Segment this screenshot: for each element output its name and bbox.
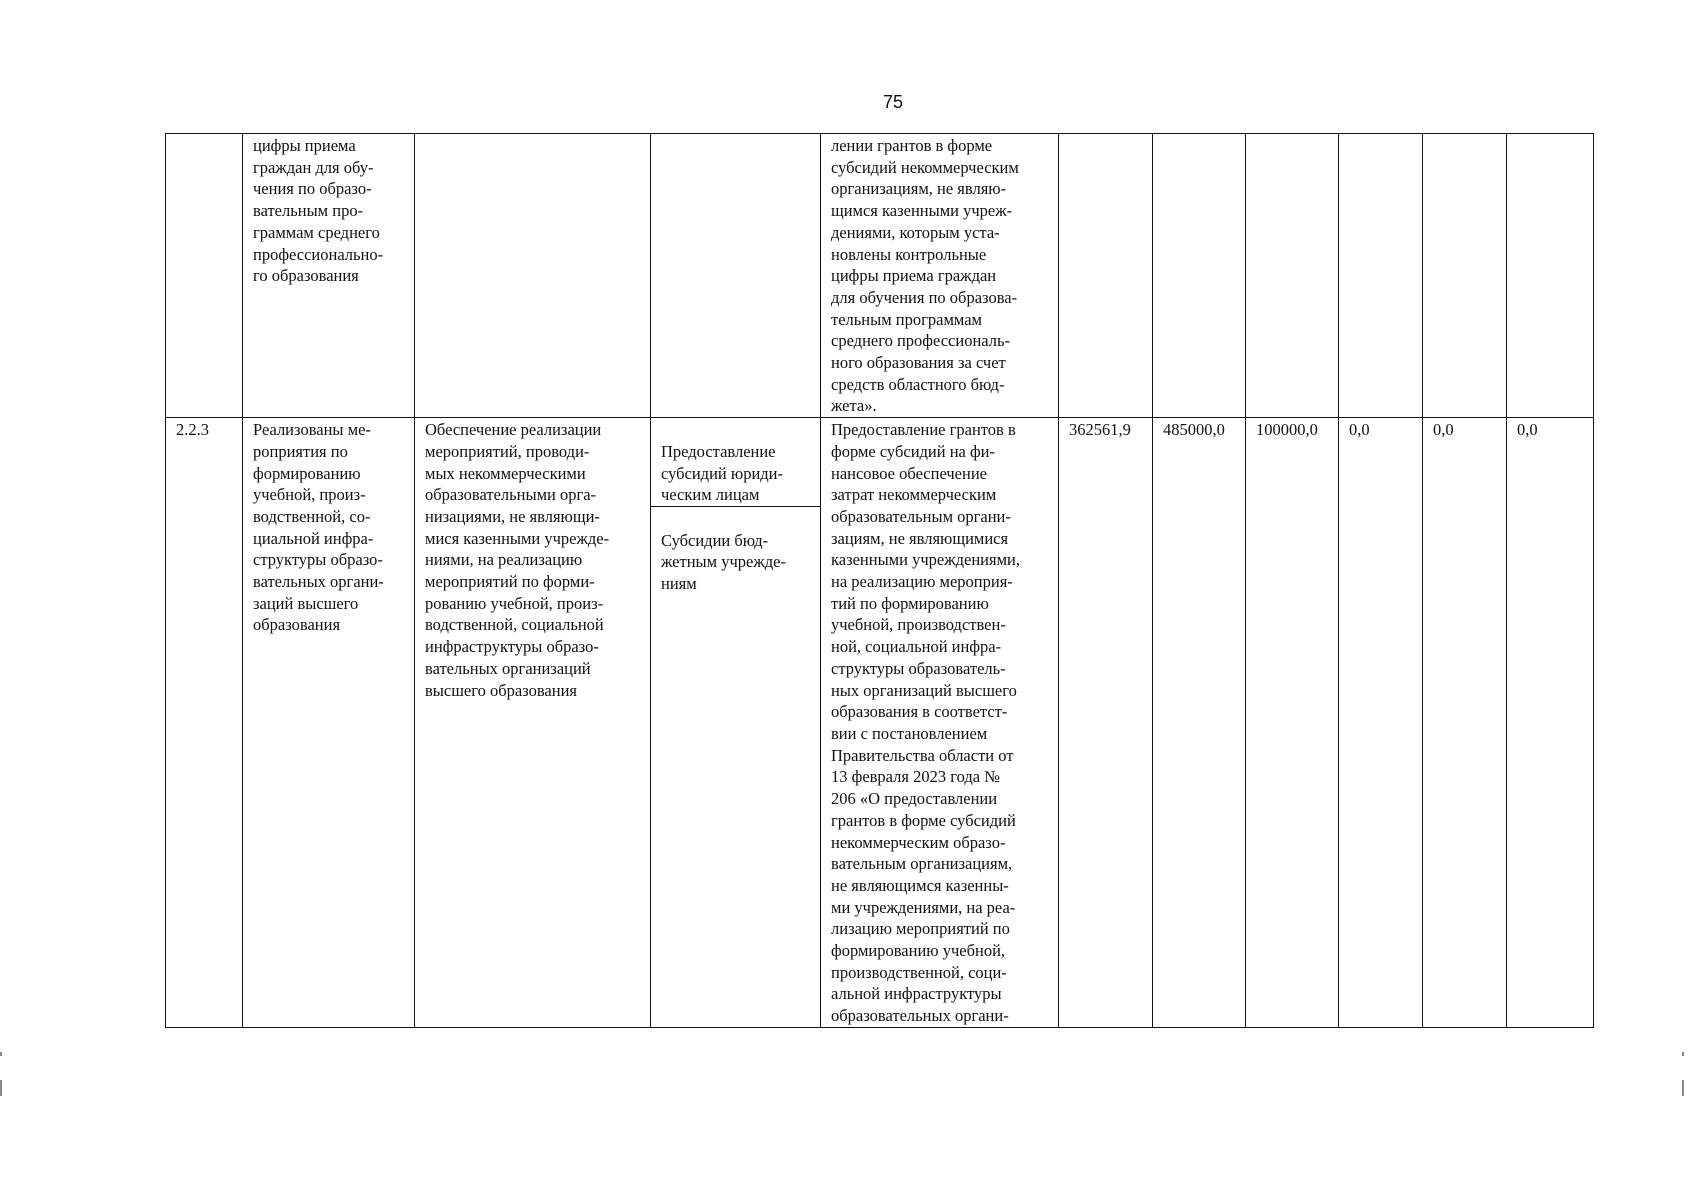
value-cell: 362561,9 <box>1059 418 1153 1028</box>
value-cell <box>1059 134 1153 418</box>
value-cell: 0,0 <box>1339 418 1423 1028</box>
measure-cell: Обеспечение реализации мероприятий, проводи- мых некоммерческими образовательными орга- низациями, не являющи- мися казенными учрежде- ниями, на реализацию мероприятий по форми- рованию учебной, произ- водственной, социальной инфраструктуры образо- вательных организаций высшего образования <box>415 418 651 1028</box>
direction-legal-entities: Предоставление субсидий юриди- ческим лицам <box>651 440 820 507</box>
measure-cell <box>415 134 651 418</box>
direction-cell <box>651 418 821 1028</box>
scan-mark <box>1682 1052 1684 1056</box>
value-cell: 0,0 <box>1423 418 1507 1028</box>
program-table <box>165 133 1594 1028</box>
table-row <box>166 418 1594 1028</box>
table-row <box>166 134 1594 418</box>
scan-mark <box>1682 1080 1684 1096</box>
row-number-cell <box>166 134 243 418</box>
direction-budget-institutions: Субсидии бюд- жетным учрежде- ниям <box>661 530 786 594</box>
value-cell <box>1153 134 1246 418</box>
value-cell: 100000,0 <box>1246 418 1339 1028</box>
direction-cell <box>651 134 821 418</box>
description-cell: лении грантов в форме субсидий некоммерческим организациям, не являю- щимся казенными учреж- дениями, которым уста- новлены контрольные цифры приема граждан для обучения по образова- тельным программам среднего профессиональ- ного образования за счет средств областного бюд- жета». <box>821 134 1059 418</box>
description-cell: Предоставление грантов в форме субсидий на фи- нансовое обеспечение затрат некоммерческим образовательным органи- зациям, не являющимися казенными учреждениями, на реализацию мероприя- тий по формированию учебной, производствен- ной, социальной инфра- структуры образователь- ных организаций высшего образования в соответст- вии с постановлением Правительства области от 13 февраля 2023 года № 206 «О предоставлении грантов в форме субсидий некоммерческим образо- вательным организациям, не являющимся казенны- ми учреждениями, на реа- лизацию мероприятий по формированию учебной, производственной, соци- альной инфраструктуры образовательных органи- <box>821 418 1059 1028</box>
value-cell <box>1507 134 1594 418</box>
page-number: 75 <box>882 92 904 112</box>
scan-mark <box>0 1052 2 1056</box>
result-cell: Реализованы ме- роприятия по формированию учебной, произ- водственной, со- циальной инфра- структуры образо- вательных органи- заций высшего образования <box>243 418 415 1028</box>
value-cell <box>1339 134 1423 418</box>
scan-mark <box>0 1080 2 1096</box>
row-number-cell: 2.2.3 <box>166 418 243 1028</box>
value-cell <box>1246 134 1339 418</box>
value-cell: 0,0 <box>1507 418 1594 1028</box>
value-cell: 485000,0 <box>1153 418 1246 1028</box>
value-cell <box>1423 134 1507 418</box>
result-cell: цифры приема граждан для обу- чения по образо- вательным про- граммам среднего профессионально- го образования <box>243 134 415 418</box>
